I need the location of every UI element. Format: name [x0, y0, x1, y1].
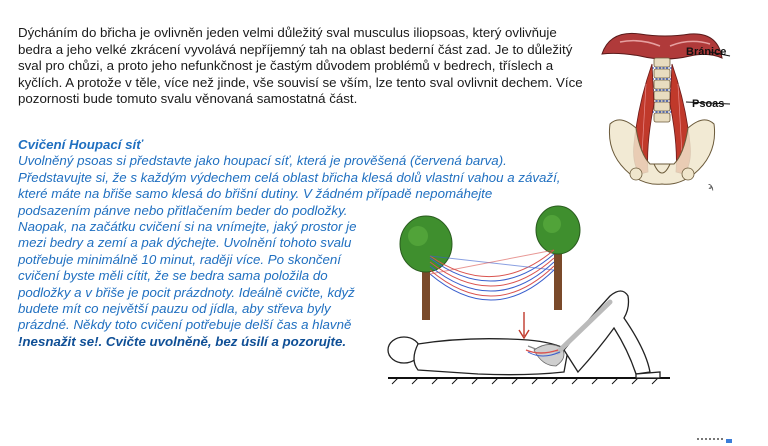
exercise-emphasis: !nesnažit se!. Cvičte uvolněně, bez úsilí a pozorujte.	[18, 333, 347, 349]
exercise-line-2: Představujte si, že s každým výdechem celá oblast břicha klesá dolů vlastní vahou a závaží, které máte na břiše samo klesá do břišní dutiny. V žádném případě nepomáhejte	[18, 169, 561, 202]
exercise-line-1: Uvolněný psoas si představte jako houpací síť, která je prověšená (červená barva).	[18, 153, 507, 169]
svg-text:ϡ: ϡ	[708, 182, 714, 192]
exercise-line-4: Naopak, na začátku cvičení si na vnímejte, jaký prostor je mezi bedry a zemí a pak dýchejte. Uvolnění tohoto svalu potřebuje minimálně 10 minut, raději více. Po skončení cvičení byste měli cítit, že se bedra sama položila do podložky a v břiše je pocit prázdnoty. Ideálně cvičte, když budete mít co největší pauzu od jídla, aby střeva byly prázdné. Někdy toto cvičení potřebuje delší čas a hlavně	[18, 219, 357, 333]
label-diaphragm: Bránice	[686, 46, 727, 58]
label-psoas: Psoas	[692, 98, 725, 110]
page-footer-indicator	[0, 436, 768, 446]
exercise-title: Cvičení Houpací síť	[18, 137, 143, 152]
dots-icon	[697, 438, 723, 443]
page-marker-icon	[726, 439, 732, 443]
exercise-body	[18, 219, 363, 350]
exercise-line-3: podsazením pánve nebo přitlačením beder do podložky.	[18, 202, 348, 218]
hammock-exercise-illustration	[378, 200, 678, 418]
intro-paragraph: Dýcháním do břicha je ovlivněn jeden velmi důležitý sval musculus iliopsoas, který ovlivňuje bedra a jeho velké zkrácení vyvolává nepříjemný tah na oblast bederní část zad. Je to důležitý sval pro chůzi, a proto jeho nefunkčnost je častým důvodem problémů v bedrech, tříslech a kyčlích. A protože v těle, více než jinde, vše souvisí se vším, lze tento sval ovlivnit dechem. Více pozornosti bude tomuto svalu věnovaná samostatná část.	[18, 25, 583, 107]
